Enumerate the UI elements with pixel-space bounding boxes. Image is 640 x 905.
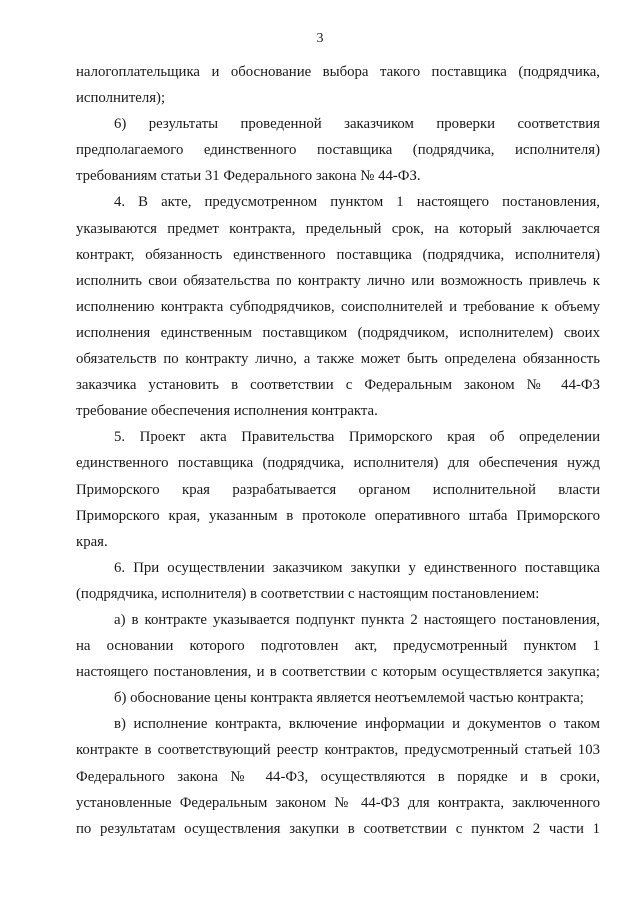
text-line: исполнителя); bbox=[76, 90, 166, 107]
text-line: контракте в соответствующий реестр контрактов, предусмотренный статьей 103 bbox=[76, 742, 600, 759]
text-line: обязательств по контракту лично, а также может быть определена обязанность bbox=[76, 351, 600, 368]
text-line: по результатам осуществления закупки в соответствии с пунктом 2 части 1 bbox=[76, 820, 600, 837]
page-number: 3 bbox=[316, 31, 324, 46]
document-body bbox=[76, 59, 600, 842]
text-line: Федерального закона № 44-ФЗ, осуществляются в порядке и в сроки, bbox=[76, 768, 600, 785]
text-line: настоящего постановления, и в соответствии с которым осуществляется закупка; bbox=[76, 664, 600, 681]
text-line: заказчика установить в соответствии с Федеральным законом № 44-ФЗ bbox=[76, 377, 600, 394]
text-line: исполнению контракта субподрядчиков, соисполнителей и требование к объему bbox=[76, 298, 600, 315]
text-line: установленные Федеральным законом № 44-ФЗ для контракта, заключенного bbox=[76, 794, 600, 811]
text-line: в) исполнение контракта, включение информации и документов о таком bbox=[114, 716, 600, 733]
text-line: Приморского края, указанным в протоколе оперативного штаба Приморского bbox=[76, 507, 600, 524]
text-line: исполнения единственным поставщиком (подрядчиком, исполнителем) своих bbox=[76, 324, 600, 341]
text-line: б) обоснование цены контракта является неотъемлемой частью контракта; bbox=[114, 690, 584, 707]
text-line: 5. Проект акта Правительства Приморского края об определении bbox=[114, 429, 600, 446]
text-line: а) в контракте указывается подпункт пункта 2 настоящего постановления, bbox=[114, 611, 600, 628]
text-line: указываются предмет контракта, предельный срок, на который заключается bbox=[76, 220, 600, 237]
text-line: 6) результаты проведенной заказчиком проверки соответствия bbox=[114, 116, 600, 133]
text-line: предполагаемого единственного поставщика (подрядчика, исполнителя) bbox=[76, 142, 600, 159]
text-line: требованиям статьи 31 Федерального закона № 44-ФЗ. bbox=[76, 168, 421, 185]
text-line: исполнить свои обязательства по контракту лично или возможность привлечь к bbox=[76, 272, 600, 289]
text-line: (подрядчика, исполнителя) в соответствии с настоящим постановлением: bbox=[76, 585, 540, 602]
text-line: контракт, обязанность единственного поставщика (подрядчика, исполнителя) bbox=[76, 246, 600, 263]
text-line: 6. При осуществлении заказчиком закупки у единственного поставщика bbox=[114, 559, 600, 576]
text-line: на основании которого подготовлен акт, предусмотренный пунктом 1 bbox=[76, 638, 600, 655]
text-line: налогоплательщика и обоснование выбора такого поставщика (подрядчика, bbox=[76, 64, 600, 80]
text-line: 4. В акте, предусмотренном пунктом 1 настоящего постановления, bbox=[114, 194, 600, 211]
text-line: требование обеспечения исполнения контракта. bbox=[76, 403, 378, 420]
text-line: края. bbox=[76, 533, 108, 550]
text-line: Приморского края разрабатывается органом исполнительной власти bbox=[76, 481, 600, 498]
text-line: единственного поставщика (подрядчика, исполнителя) для обеспечения нужд bbox=[76, 455, 600, 472]
